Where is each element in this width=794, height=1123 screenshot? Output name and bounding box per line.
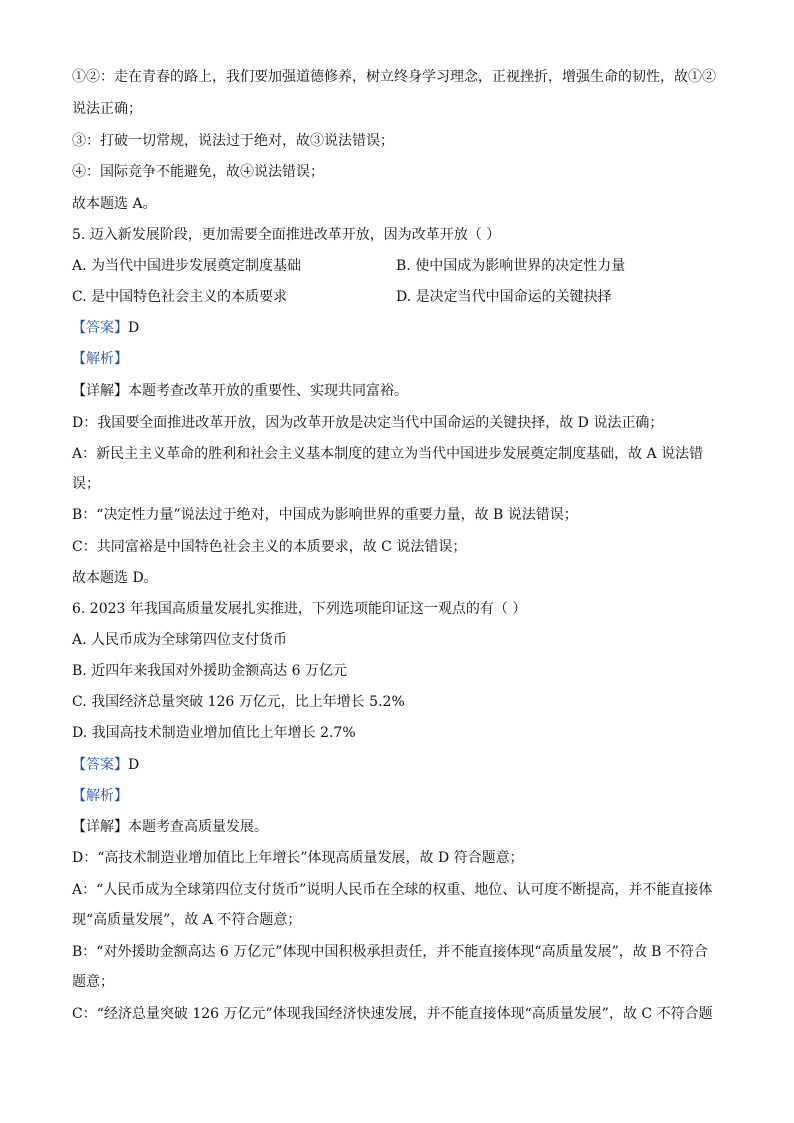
analysis-tag: 【解析】 [72,788,128,804]
q6-option-c: C. 我国经济总量突破 126 万亿元，比上年增长 5.2% [72,694,405,710]
q4-analysis-line-3: ③：打破一切常规，说法过于绝对，故③说法错误； [72,133,394,149]
q5-detail [72,381,408,401]
answer-tag: 【答案】 [72,757,128,773]
detail-text: 本题考查高质量发展。 [128,819,268,835]
q6-answer [72,755,139,775]
detail-tag: 【详解】 [72,383,128,399]
q6-option-d: D. 我国高技术制造业增加值比上年增长 2.7% [72,725,356,741]
q5-option-a: A. 为当代中国进步发展奠定制度基础 [72,258,302,274]
detail-tag: 【详解】 [72,819,128,835]
q5-analysis-d: D：我国要全面推进改革开放，因为改革开放是决定当代中国命运的关键抉择，故 D 说法正确； [72,415,664,431]
answer-value: D [128,320,140,336]
answer-tag: 【答案】 [72,320,128,336]
q6-option-b: B. 近四年来我国对外援助金额高达 6 万亿元 [72,663,347,679]
detail-text: 本题考查改革开放的重要性、实现共同富裕。 [128,383,408,399]
q6-analysis-a-2: 现“高质量发展”，故 A 不符合题意； [72,912,302,928]
q5-analysis-a-1: A：新民主主义革命的胜利和社会主义基本制度的建立为当代中国进步发展奠定制度基础，故 A 说法错 [72,446,704,462]
q5-option-b: B. 使中国成为影响世界的决定性力量 [396,258,626,274]
q4-conclusion: 故本题选 A。 [72,196,157,212]
q5-analysis-b: B：“决定性力量”说法过于绝对，中国成为影响世界的重要力量，故 B 说法错误； [72,507,578,523]
q4-analysis-line-4: ④：国际竞争不能避免，故④说法错误； [72,164,324,180]
q5-option-c: C. 是中国特色社会主义的本质要求 [72,289,288,305]
q5-analysis-a-2: 误； [72,476,100,492]
q6-analysis-heading [72,786,128,806]
q6-analysis-d: D：“高技术制造业增加值比上年增长”体现高质量发展，故 D 符合题意； [72,850,524,866]
q6-option-a: A. 人民币成为全球第四位支付货币 [72,632,288,648]
answer-value: D [128,757,140,773]
analysis-tag: 【解析】 [72,351,128,367]
q6-analysis-a-1: A：“人民币成为全球第四位支付货币”说明人民币在全球的权重、地位、认可度不断提高，并不能直接体 [72,882,713,898]
q6-detail [72,817,268,837]
q5-analysis-heading [72,349,128,369]
q4-analysis-line-2: 说法正确； [72,101,142,117]
q4-analysis-line-1: ①②：走在青春的路上，我们要加强道德修养，树立终身学习理念，正视挫折，增强生命的韧性，故①② [72,69,716,85]
q5-conclusion: 故本题选 D。 [72,570,158,586]
q6-analysis-b-2: 题意； [72,974,114,990]
q6-analysis-c-1: C：“经济总量突破 126 万亿元”体现我国经济快速发展，并不能直接体现“高质量发展”，故 C 不符合题 [72,1006,713,1022]
q5-analysis-c: C：共同富裕是中国特色社会主义的本质要求，故 C 说法错误； [72,539,467,555]
q5-option-d: D. 是决定当代中国命运的关键抉择 [396,289,612,305]
q5-answer [72,318,139,338]
q5-stem: 5. 迈入新发展阶段，更加需要全面推进改革开放，因为改革开放（ ） [72,227,501,243]
q6-stem: 6. 2023 年我国高质量发展扎实推进，下列选项能印证这一观点的有（ ） [72,601,527,617]
q6-analysis-b-1: B：“对外援助金额高达 6 万亿元”体现中国积极承担责任，并不能直接体现“高质量发展”，故 B 不符合 [72,944,708,960]
